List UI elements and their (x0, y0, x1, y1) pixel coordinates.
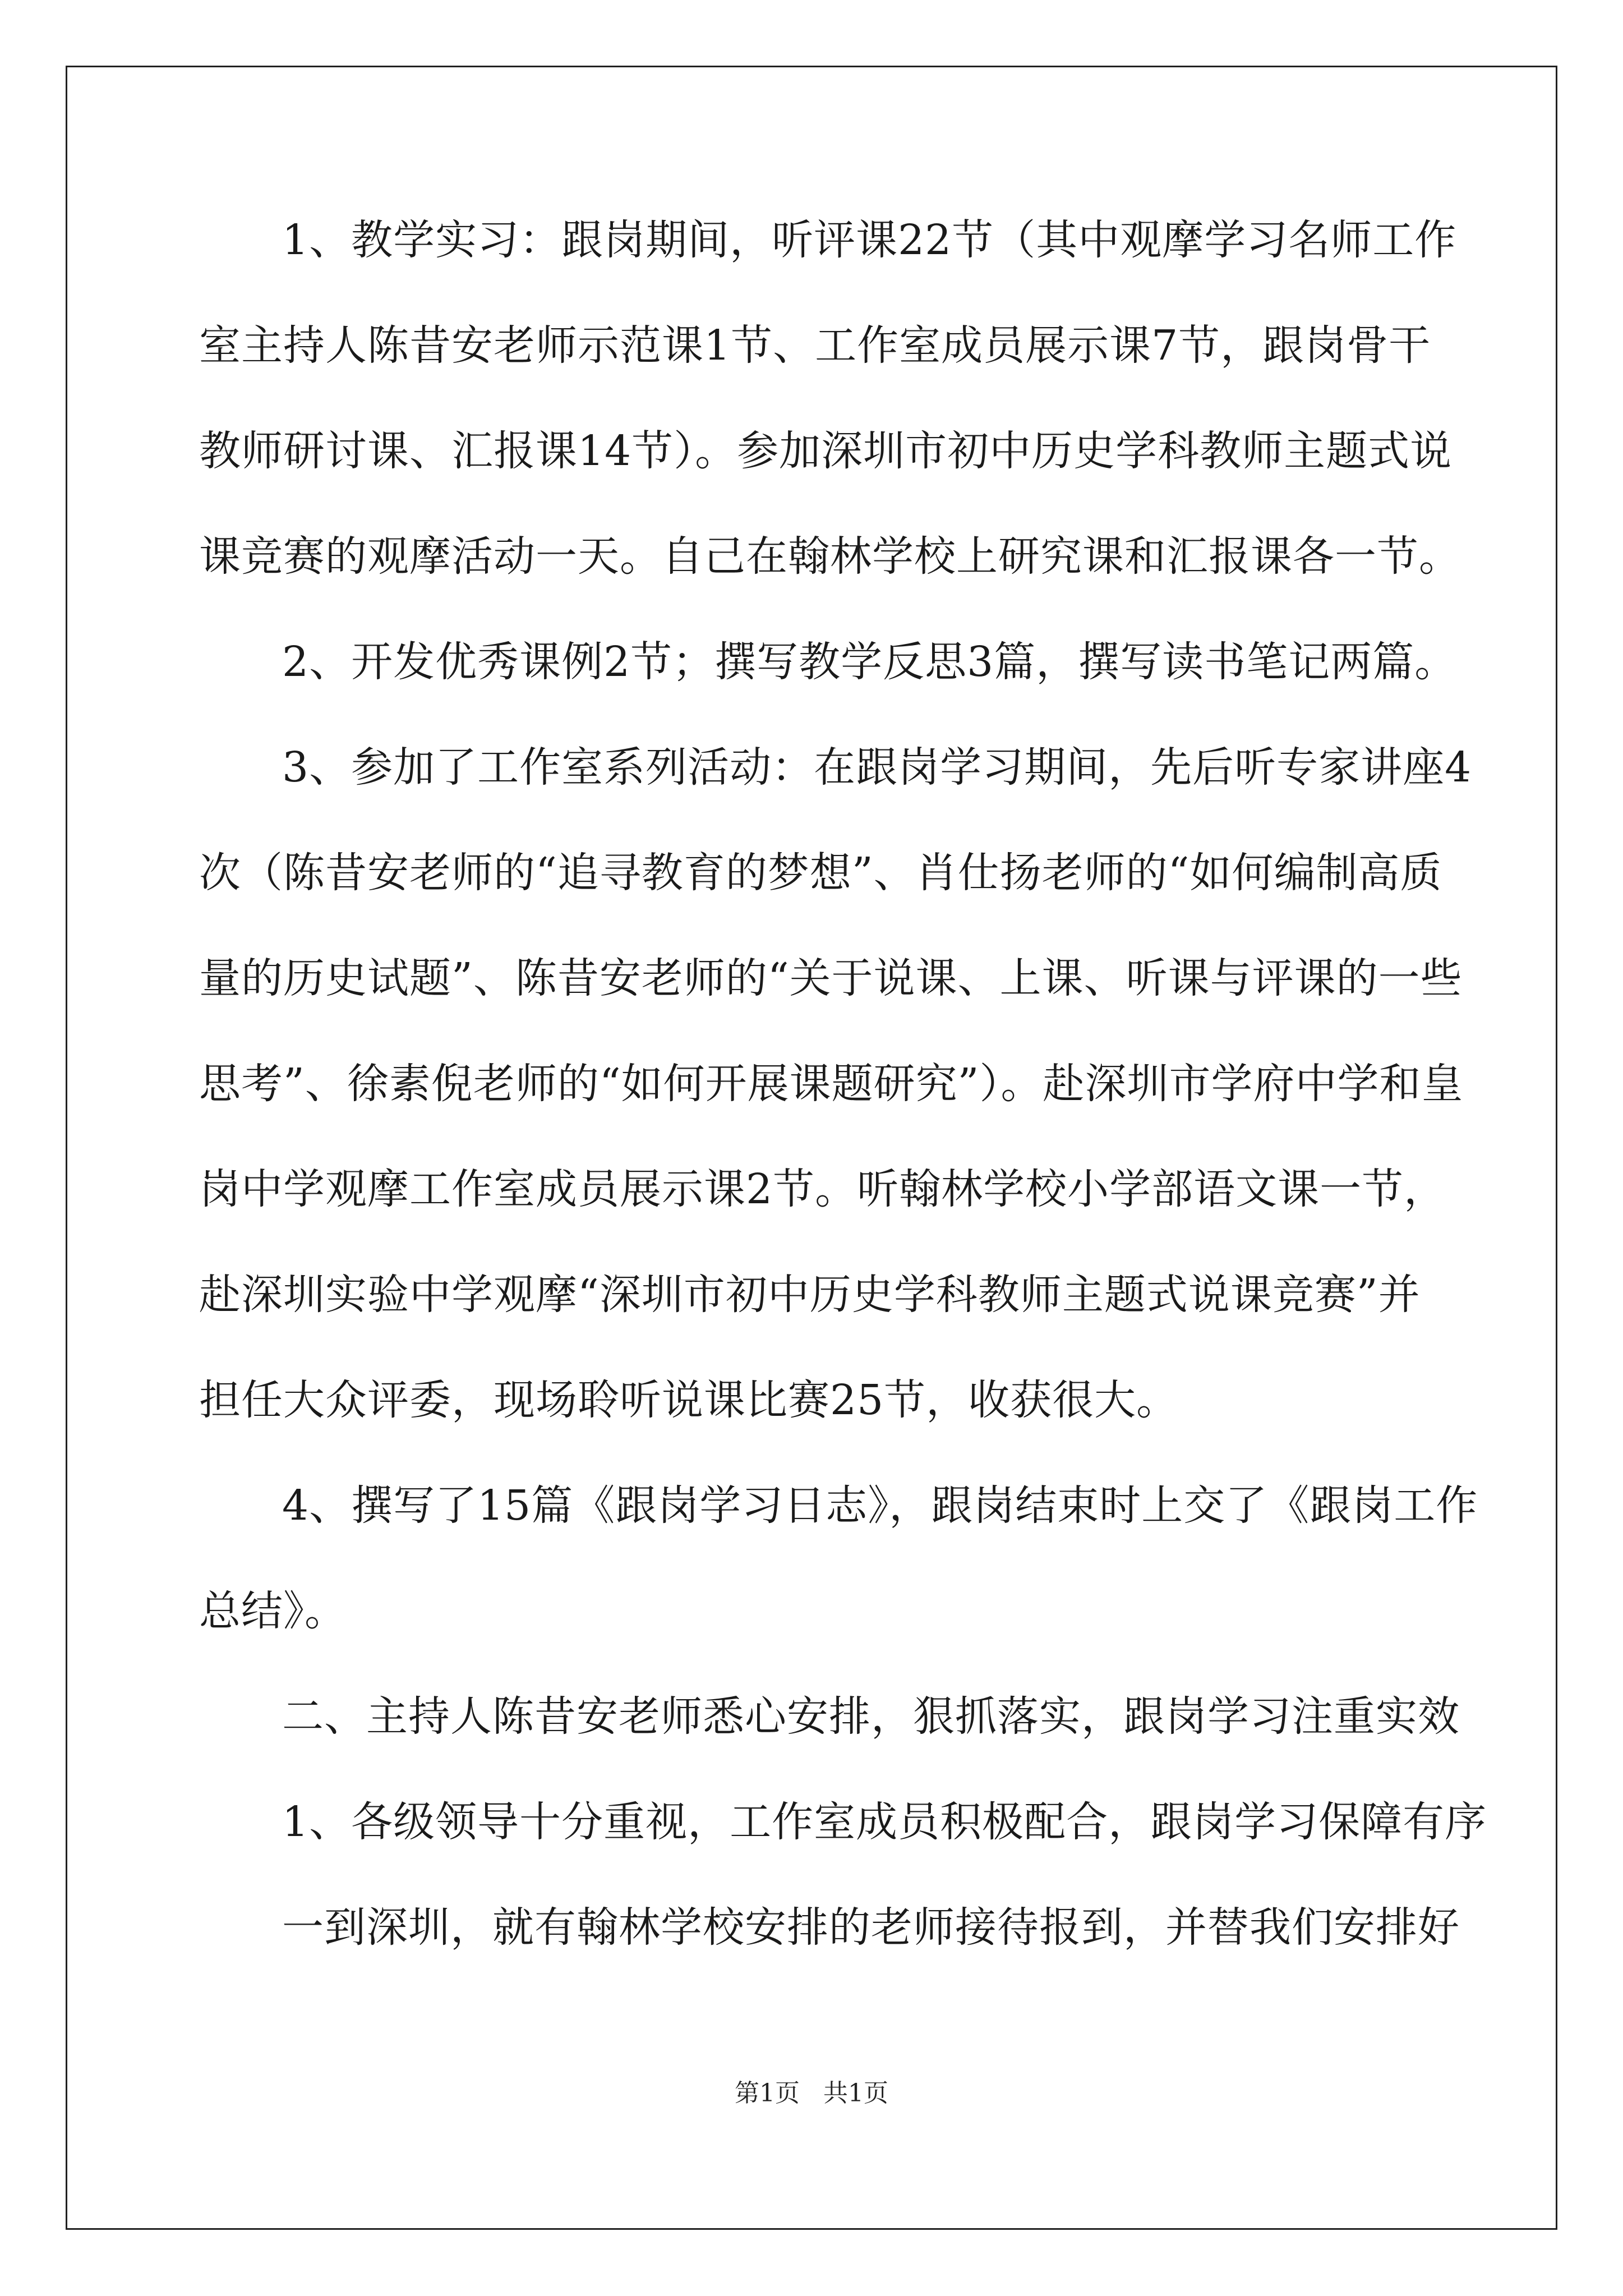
text-line: 课竞赛的观摩活动一天。自己在翰林学校上研究课和汇报课各一节。 (199, 532, 1461, 581)
text-line: 1、教学实习：跟岗期间，听评课22节（其中观摩学习名师工作 (282, 216, 1457, 264)
text-line: 次（陈昔安老师的“追寻教育的梦想”、肖仕扬老师的“如何编制高质 (199, 849, 1442, 897)
text-line: 总结》。 (199, 1587, 347, 1635)
text-line: 思考”、徐素倪老师的“如何开展课题研究”）。赴深圳市学府中学和皇 (199, 1060, 1464, 1108)
text-line: 赴深圳实验中学观摩“深圳市初中历史学科教师主题式说课竞赛”并 (199, 1271, 1421, 1319)
text-line: 4、撰写了15篇《跟岗学习日志》，跟岗结束时上交了《跟岗工作 (282, 1481, 1478, 1530)
text-line: 岗中学观摩工作室成员展示课2节。听翰林学校小学部语文课一节， (199, 1165, 1446, 1213)
text-line: 2、开发优秀课例2节；撰写教学反思3篇，撰写读书笔记两篇。 (282, 638, 1457, 686)
page-footer (0, 2077, 1623, 2110)
text-line: 3、参加了工作室系列活动：在跟岗学习期间，先后听专家讲座4 (282, 743, 1472, 792)
text-line: 二、主持人陈昔安老师悉心安排，狠抓落实，跟岗学习注重实效 (282, 1692, 1460, 1741)
page-number: 第1页 共1页 (735, 2079, 888, 2108)
text-line: 担任大众评委，现场聆听说课比赛25节，收获很大。 (199, 1376, 1179, 1424)
text-line: 一到深圳，就有翰林学校安排的老师接待报到，并替我们安排好 (282, 1903, 1460, 1952)
text-line: 室主持人陈昔安老师示范课1节、工作室成员展示课7节，跟岗骨干 (199, 321, 1431, 370)
text-line: 1、各级领导十分重视，工作室成员积极配合，跟岗学习保障有序 (282, 1798, 1487, 1846)
text-line: 教师研讨课、汇报课14节）。参加深圳市初中历史学科教师主题式说 (199, 427, 1453, 475)
text-line: 量的历史试题”、陈昔安老师的“关于说课、上课、听课与评课的一些 (199, 954, 1463, 1002)
